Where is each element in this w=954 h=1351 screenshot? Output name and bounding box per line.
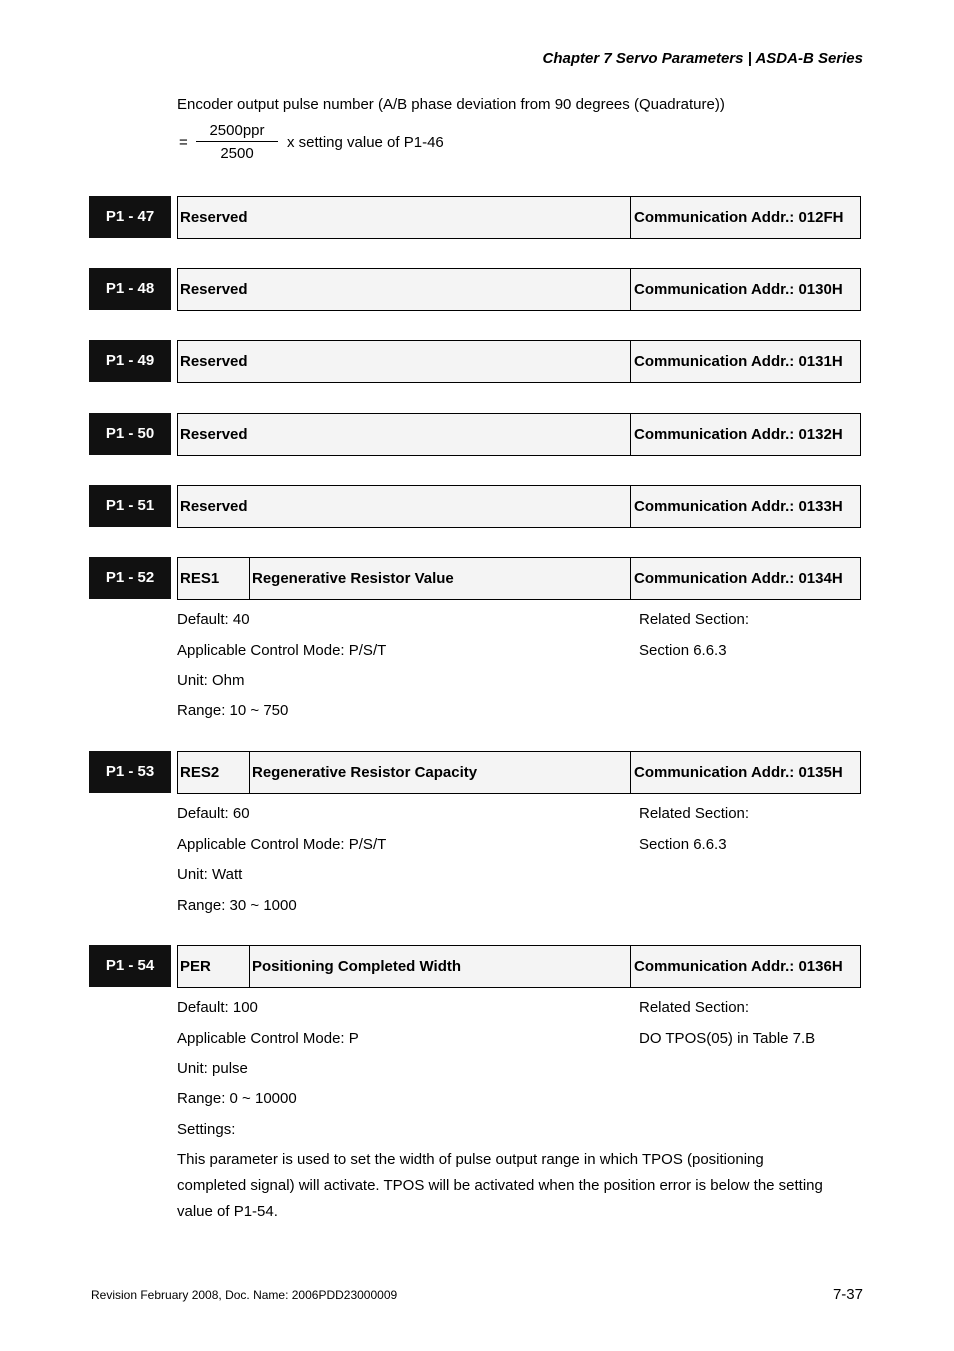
param-control-mode: Applicable Control Mode: P/S/T: [177, 642, 387, 659]
related-section-label: Related Section:: [639, 999, 750, 1016]
param-p1-49: [89, 340, 861, 383]
param-header-box: [177, 945, 861, 988]
param-default: Default: 100: [177, 999, 258, 1016]
param-description: This parameter is used to set the width of pulse output range in which TPOS (positioning completed signal) will activate. TPOS will be activated when the position error is below the setting value of P1-54.: [177, 1151, 823, 1220]
param-abbr: RES1: [178, 558, 250, 599]
param-header-box: [177, 485, 861, 528]
formula-suffix: x setting value of P1-46: [287, 134, 444, 151]
footer-revision: Revision February 2008, Doc. Name: 2006PDD23000009: [91, 1288, 398, 1302]
param-p1-52: [89, 557, 861, 600]
param-control-mode: Applicable Control Mode: P: [177, 1030, 359, 1047]
param-name: Reserved: [180, 498, 248, 515]
param-id: P1 - 52: [89, 557, 171, 599]
param-comm-addr: Communication Addr.: 0135H: [630, 752, 860, 793]
param-header-box: [177, 196, 861, 239]
param-id: P1 - 48: [89, 268, 171, 310]
param-comm-addr: Communication Addr.: 0130H: [630, 269, 860, 310]
param-comm-addr: Communication Addr.: 0131H: [630, 341, 860, 382]
param-default: Default: 40: [177, 611, 250, 628]
param-range: Range: 0 ~ 10000: [177, 1090, 297, 1107]
encoder-formula: [177, 122, 497, 166]
related-section-value: DO TPOS(05) in Table 7.B: [639, 1030, 816, 1047]
param-id: P1 - 54: [89, 945, 171, 987]
page-number: 7-37: [832, 1286, 863, 1303]
param-comm-addr: Communication Addr.: 0133H: [630, 486, 860, 527]
param-comm-addr: Communication Addr.: 012FH: [630, 197, 860, 238]
param-comm-addr: Communication Addr.: 0132H: [630, 414, 860, 455]
param-name: Reserved: [180, 281, 248, 298]
param-p1-50: [89, 413, 861, 456]
param-unit: Unit: Watt: [177, 866, 243, 883]
encoder-intro-text: Encoder output pulse number (A/B phase deviation from 90 degrees (Quadrature)): [177, 96, 725, 113]
param-name: Reserved: [180, 209, 248, 226]
param-id: P1 - 47: [89, 196, 171, 238]
param-name: Reserved: [180, 353, 248, 370]
param-comm-addr: Communication Addr.: 0134H: [630, 558, 860, 599]
param-p1-53: [89, 751, 861, 794]
related-section-value: Section 6.6.3: [639, 642, 727, 659]
page-header: Chapter 7 Servo Parameters | ASDA-B Series: [542, 50, 863, 67]
param-settings-label: Settings:: [177, 1121, 236, 1138]
param-id: P1 - 49: [89, 340, 171, 382]
formula-denominator: 2500: [220, 145, 254, 162]
param-name: Regenerative Resistor Value: [252, 570, 454, 587]
param-name: Reserved: [180, 426, 248, 443]
param-abbr: RES2: [178, 752, 250, 793]
param-name: Regenerative Resistor Capacity: [252, 764, 478, 781]
param-p1-54: [89, 945, 861, 988]
param-id: P1 - 51: [89, 485, 171, 527]
param-range: Range: 30 ~ 1000: [177, 897, 297, 914]
param-range: Range: 10 ~ 750: [177, 702, 289, 719]
related-section-label: Related Section:: [639, 611, 750, 628]
param-default: Default: 60: [177, 805, 250, 822]
param-header-box: [177, 557, 861, 600]
param-id: P1 - 53: [89, 751, 171, 793]
formula-equals: =: [179, 134, 188, 151]
param-comm-addr: Communication Addr.: 0136H: [630, 946, 860, 987]
formula-fraction: [196, 122, 278, 162]
param-unit: Unit: Ohm: [177, 672, 245, 689]
param-p1-47: [89, 196, 861, 239]
param-header-box: [177, 751, 861, 794]
param-id: P1 - 50: [89, 413, 171, 455]
param-header-box: [177, 413, 861, 456]
param-p1-48: [89, 268, 861, 311]
param-header-box: [177, 340, 861, 383]
related-section-label: Related Section:: [639, 805, 750, 822]
formula-numerator: 2500ppr: [196, 122, 278, 142]
param-control-mode: Applicable Control Mode: P/S/T: [177, 836, 387, 853]
param-unit: Unit: pulse: [177, 1060, 248, 1077]
param-name: Positioning Completed Width: [252, 958, 462, 975]
param-p1-51: [89, 485, 861, 528]
param-abbr: PER: [178, 946, 250, 987]
param-header-box: [177, 268, 861, 311]
related-section-value: Section 6.6.3: [639, 836, 727, 853]
